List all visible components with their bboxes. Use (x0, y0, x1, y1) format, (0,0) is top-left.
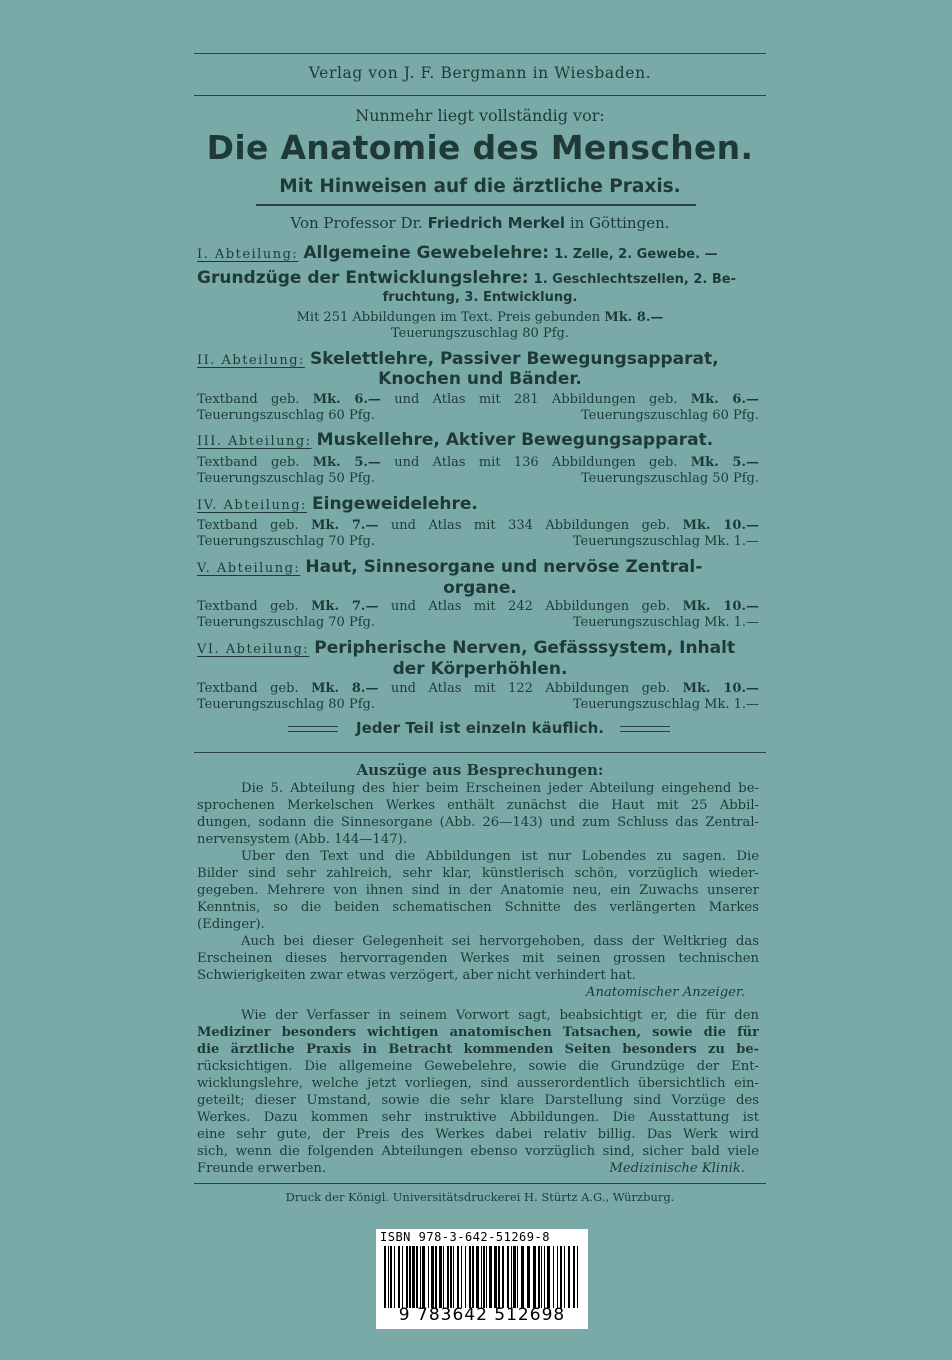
barcode (376, 1229, 588, 1329)
barcode-bar (428, 1246, 429, 1308)
part2-atlas-prefix: und Atlas mit 281 Abbildungen geb. (394, 392, 678, 407)
part2-atlas-price: Mk. 6.— (690, 392, 759, 407)
author-prefix: Von Professor Dr. (290, 214, 423, 232)
part4-surcharge-text: Teuerungszuschlag 70 Pfg. (197, 534, 375, 549)
review1-line: sprochenen Merkelschen Werkes enthält zunächst die Haut mit 25 Abbil- (197, 798, 759, 813)
barcode-bar (388, 1246, 389, 1308)
part6-heading1: Peripherische Nerven, Gefässsystem, Inhalt (314, 638, 736, 658)
part3-surcharge-text: Teuerungszuschlag 50 Pfg. (197, 471, 375, 486)
part6-surcharge-line (197, 697, 759, 712)
review2-line: eine sehr gute, der Preis des Werkes dabei relativ billig. Das Werk wird (197, 1127, 759, 1142)
barcode-bar (420, 1246, 421, 1308)
part2-heading2: Knochen und Bänder. (378, 369, 582, 389)
part1-heading1: Allgemeine Gewebelehre: (303, 243, 550, 263)
part3-surcharge-atlas: Teuerungszuschlag 50 Pfg. (581, 471, 759, 486)
subtitle-underline (256, 204, 696, 206)
barcode-bar (476, 1246, 479, 1308)
part1-price-line (194, 310, 766, 325)
barcode-bar (402, 1246, 403, 1308)
part6-surcharge-text: Teuerungszuschlag 80 Pfg. (197, 697, 375, 712)
review1-line: gegeben. Mehrere von ihnen sind in der Anatomie neu, ein Zuwachs unserer (197, 883, 759, 898)
book-title: Die Anatomie des Menschen. (206, 128, 754, 167)
review2-line: Freunde erwerben. (197, 1161, 327, 1176)
barcode-bar (557, 1246, 558, 1308)
part5-price-line (197, 599, 759, 614)
part5-atlas-price: Mk. 10.— (682, 599, 759, 614)
part6-atlas-price: Mk. 10.— (682, 681, 759, 696)
printer-line: Druck der Königl. Universitätsdruckerei H. Stürtz A.G., Würzburg. (285, 1190, 675, 1204)
part2-line1 (197, 349, 759, 369)
barcode-bar (533, 1246, 536, 1308)
review2-line: rücksichtigen. Die allgemeine Gewebelehre, sowie die Grundzüge der Ent- (197, 1059, 759, 1074)
notice-text: Jeder Teil ist einzeln käuflich. (356, 719, 604, 737)
part4-atlas-prefix: und Atlas mit 334 Abbildungen geb. (390, 518, 671, 533)
part5-surcharge-text: Teuerungszuschlag 70 Pfg. (197, 615, 375, 630)
part1-items1: 1. Zelle, 2. Gewebe. — (554, 247, 718, 262)
barcode-bar (564, 1246, 565, 1308)
part2-surcharge-line (197, 408, 759, 423)
part4-heading1: Eingeweidelehre. (312, 494, 478, 514)
part5-line1 (197, 557, 759, 577)
review1-line: Die 5. Abteilung des hier beim Erscheinen jeder Abteilung eingehend be- (241, 781, 759, 796)
part1-line1 (197, 243, 759, 263)
barcode-bar (443, 1246, 444, 1308)
part1-line2 (197, 268, 759, 288)
review2-source: Medizinische Klinik. (609, 1161, 745, 1176)
part3-surcharge-line (197, 471, 759, 486)
part2-heading1: Skelettlehre, Passiver Bewegungsapparat, (310, 349, 719, 369)
barcode-bar (406, 1246, 408, 1308)
barcode-bar (511, 1246, 512, 1308)
part4-text-prefix: Textband geb. (197, 518, 299, 533)
barcode-bar (553, 1246, 554, 1308)
part3-heading1: Muskellehre, Aktiver Bewegungsapparat. (316, 430, 714, 450)
part4-text-price: Mk. 7.— (311, 518, 379, 533)
barcode-bar (521, 1246, 524, 1308)
barcode-bar (409, 1246, 411, 1308)
part1-items3: fruchtung, 3. Entwicklung. (382, 290, 578, 305)
barcode-bar (416, 1246, 418, 1308)
part3-label: III. Abteilung: (197, 434, 312, 449)
review1-line: (Edinger). (197, 917, 265, 932)
review1-line: Über den Text und die Abbildungen ist nur Lobendes zu sagen. Die (241, 849, 759, 864)
barcode-bar (447, 1246, 449, 1308)
notice-rule (194, 752, 766, 753)
part4-atlas-price: Mk. 10.— (682, 518, 759, 533)
barcode-bar (507, 1246, 509, 1308)
part3-atlas-prefix: und Atlas mit 136 Abbildungen geb. (394, 455, 678, 470)
review1-line: nervensystem (Abb. 144—147). (197, 832, 407, 847)
part6-text-price: Mk. 8.— (311, 681, 379, 696)
barcode-bar (483, 1246, 485, 1308)
review2-line: wicklungslehre, welche jetzt vorliegen, sind ausserordentlich übersichtlich ein- (197, 1076, 759, 1091)
part2-price-line (197, 392, 759, 407)
review2-line: die ärztliche Praxis in Betracht kommenden Seiten besonders zu be- (197, 1042, 759, 1057)
publisher-line: Verlag von J. F. Bergmann in Wiesbaden. (308, 64, 652, 82)
barcode-bar (527, 1246, 530, 1308)
review2-line: Werkes. Dazu kommen sehr instruktive Abbildungen. Die Ausstattung ist (197, 1110, 759, 1125)
notice-rule-right (620, 726, 670, 732)
part5-heading1: Haut, Sinnesorgane und nervöse Zentral- (305, 557, 703, 577)
part5-heading2: organe. (443, 578, 517, 598)
part5-surcharge-line (197, 615, 759, 630)
barcode-bars-icon (382, 1246, 582, 1308)
barcode-bar (560, 1246, 562, 1308)
author-line (194, 214, 766, 232)
part6-text-prefix: Textband geb. (197, 681, 299, 696)
barcode-bar (568, 1246, 570, 1308)
barcode-bar (461, 1246, 462, 1308)
ean-number: 9 783642 512698 (398, 1305, 566, 1325)
review2-line: Mediziner besonders wichtigen anatomischen Tatsachen, sowie die für (197, 1025, 759, 1040)
intro-text: Nunmehr liegt vollständig vor: (355, 106, 605, 125)
part3-line1 (197, 430, 759, 450)
part6-line1 (197, 638, 759, 658)
top-rule (194, 53, 766, 54)
part1-heading2: Grundzüge der Entwicklungslehre: (197, 268, 529, 288)
barcode-bar (412, 1246, 415, 1308)
part5-atlas-prefix: und Atlas mit 242 Abbildungen geb. (390, 599, 671, 614)
part6-surcharge-atlas: Teuerungszuschlag Mk. 1.— (572, 697, 759, 712)
barcode-bar (398, 1246, 400, 1308)
part5-text-prefix: Textband geb. (197, 599, 299, 614)
barcode-bar (390, 1246, 392, 1308)
part6-price-line (197, 681, 759, 696)
part4-surcharge-atlas: Teuerungszuschlag Mk. 1.— (572, 534, 759, 549)
part2-text-prefix: Textband geb. (197, 392, 300, 407)
publisher-rule (194, 95, 766, 96)
barcode-bar (502, 1246, 504, 1308)
isbn-label: ISBN 978-3-642-51269-8 (380, 1230, 550, 1244)
part1-price-prefix: Mit 251 Abbildungen im Text. Preis gebunden (296, 310, 601, 325)
review2-line: geteilt; dieser Umstand, sowie die sehr klare Darstellung sind Vorzüge des (197, 1093, 759, 1108)
barcode-bar (544, 1246, 545, 1308)
part1-items2: 1. Geschlechtszellen, 2. Be- (533, 272, 737, 287)
part2-surcharge-atlas: Teuerungszuschlag 60 Pfg. (581, 408, 759, 423)
barcode-bar (513, 1246, 516, 1308)
barcode-bar (394, 1246, 395, 1308)
review2-line: Wie der Verfasser in seinem Vorwort sagt, beabsichtigt er, die für den (241, 1008, 759, 1023)
book-subtitle: Mit Hinweisen auf die ärztliche Praxis. (279, 176, 681, 197)
part3-text-price: Mk. 5.— (312, 455, 381, 470)
part4-price-line (197, 518, 759, 533)
barcode-bar (422, 1246, 425, 1308)
part1-surcharge: Teuerungszuschlag 80 Pfg. (391, 326, 569, 341)
barcode-bar (384, 1246, 386, 1308)
barcode-bar (541, 1246, 542, 1308)
review1-line: dungen, sodann die Sinnesorgane (Abb. 26—143) und zum Schluss das Zentral- (197, 815, 759, 830)
barcode-bar (481, 1246, 482, 1308)
part5-text-price: Mk. 7.— (311, 599, 379, 614)
review1-line: Bilder sind sehr zahlreich, sehr klar, künstlerisch schön, vorzüglich wieder- (197, 866, 759, 881)
part2-text-price: Mk. 6.— (312, 392, 381, 407)
barcode-bar (453, 1246, 454, 1308)
part6-heading2: der Körperhöhlen. (392, 659, 568, 679)
barcode-bar (573, 1246, 575, 1308)
part2-label: II. Abteilung: (197, 353, 305, 368)
part1-price: Mk. 8.— (604, 310, 664, 325)
review1-source: Anatomischer Anzeiger. (585, 985, 745, 1000)
part2-surcharge-text: Teuerungszuschlag 60 Pfg. (197, 408, 375, 423)
part3-text-prefix: Textband geb. (197, 455, 300, 470)
author-suffix: in Göttingen. (569, 214, 670, 232)
part3-atlas-price: Mk. 5.— (690, 455, 759, 470)
barcode-bar (577, 1246, 578, 1308)
barcode-bar (435, 1246, 437, 1308)
part1-label: I. Abteilung: (197, 247, 299, 262)
barcode-bar (472, 1246, 474, 1308)
review1-line: Kenntnis, so die beiden schematischen Schnitte des verlängerten Markes (197, 900, 759, 915)
barcode-bar (498, 1246, 500, 1308)
barcode-bar (494, 1246, 497, 1308)
barcode-bar (489, 1246, 492, 1308)
part4-label: IV. Abteilung: (197, 498, 307, 513)
barcode-bar (457, 1246, 459, 1308)
author-name: Friedrich Merkel (427, 214, 566, 232)
part4-surcharge-line (197, 534, 759, 549)
review1-line: Auch bei dieser Gelegenheit sei hervorgehoben, dass der Weltkrieg das (241, 934, 759, 949)
part3-price-line (197, 455, 759, 470)
part5-label: V. Abteilung: (197, 561, 301, 576)
barcode-bar (538, 1246, 540, 1308)
barcode-bar (431, 1246, 434, 1308)
barcode-bar (547, 1246, 550, 1308)
barcode-bar (469, 1246, 471, 1308)
barcode-bar (439, 1246, 442, 1308)
barcode-bar (517, 1246, 518, 1308)
reviews-heading: Auszüge aus Besprechungen: (356, 761, 604, 779)
part6-label: VI. Abteilung: (197, 642, 310, 657)
review1-line: Erscheinen dieses hervorragenden Werkes mit seinen grossen technischen (197, 951, 759, 966)
barcode-bar (465, 1246, 466, 1308)
barcode-bar (450, 1246, 452, 1308)
review2-line: sich, wenn die folgenden Abteilungen ebenso vorzüglich sind, sicher bald viele (197, 1144, 759, 1159)
part5-surcharge-atlas: Teuerungszuschlag Mk. 1.— (572, 615, 759, 630)
bottom-rule (194, 1183, 766, 1184)
part6-atlas-prefix: und Atlas mit 122 Abbildungen geb. (390, 681, 671, 696)
part4-line1 (197, 494, 759, 514)
review1-line: Schwierigkeiten zwar etwas verzögert, aber nicht verhindert hat. (197, 968, 636, 983)
barcode-bar (486, 1246, 487, 1308)
